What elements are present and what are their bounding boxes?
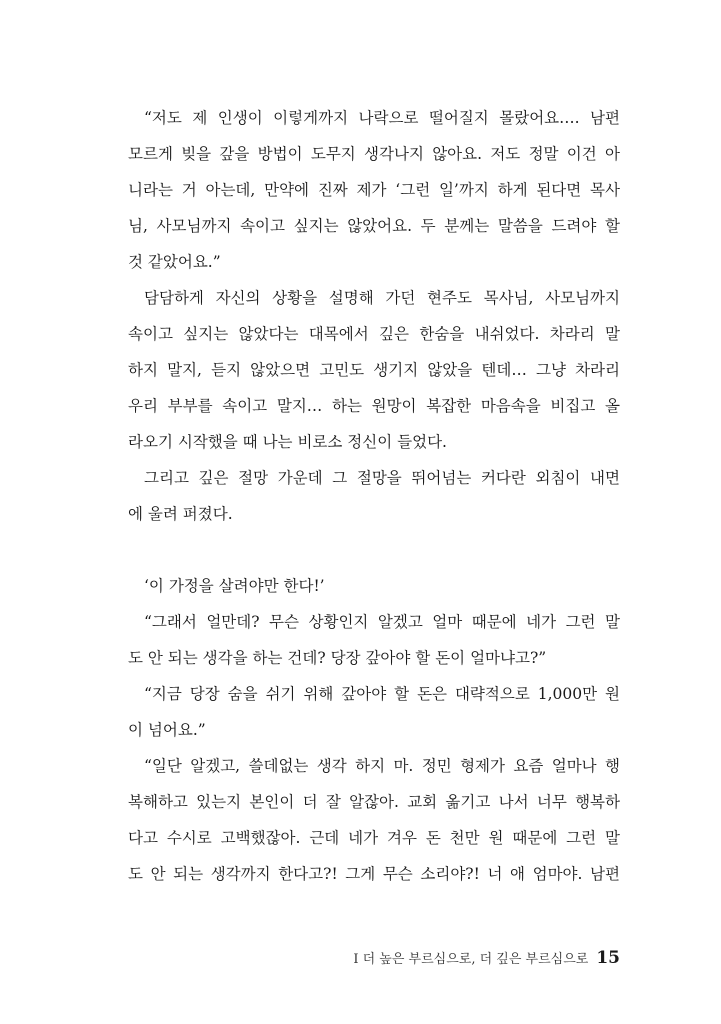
page-footer	[300, 944, 620, 972]
running-head: I 더 높은 부르심으로, 더 깊은 부르심으로	[353, 952, 589, 967]
text-line: 담담하게 자신의 상황을 설명해 가던 현주도 목사님, 사모님까지	[144, 289, 620, 307]
text-line: 님, 사모님까지 속이고 싶지는 않았어요. 두 분께는 말씀을 드려야 할	[128, 217, 620, 235]
text-line: 그리고 깊은 절망 가운데 그 절망을 뛰어넘는 커다란 외침이 내면	[144, 469, 620, 487]
text-line: 하지 말지, 듣지 않았으면 고민도 생기지 않았을 텐데… 그냥 차라리	[128, 361, 620, 379]
text-line: 것 같았어요.”	[128, 253, 221, 271]
text-line: “저도 제 인생이 이렇게까지 나락으로 떨어질지 몰랐어요…. 남편	[144, 109, 620, 127]
text-line: “지금 당장 숨을 쉬기 위해 갚아야 할 돈은 대략적으로 1,000만 원	[144, 685, 620, 703]
text-line: 에 울려 퍼졌다.	[128, 505, 233, 523]
text-line: 모르게 빚을 갚을 방법이 도무지 생각나지 않아요. 저도 정말 이건 아	[128, 145, 620, 163]
text-line: 라오기 시작했을 때 나는 비로소 정신이 들었다.	[128, 433, 447, 451]
text-line: 복해하고 있는지 본인이 더 잘 알잖아. 교회 옮기고 나서 너무 행복하	[128, 793, 620, 811]
text-line: 니라는 거 아는데, 만약에 진짜 제가 ‘그런 일’까지 하게 된다면 목사	[128, 181, 620, 199]
text-line: “그래서 얼만데? 무슨 상황인지 알겠고 얼마 때문에 네가 그런 말	[144, 613, 620, 631]
text-line: 속이고 싶지는 않았다는 대목에서 깊은 한숨을 내쉬었다. 차라리 말	[128, 325, 620, 343]
text-line: 도 안 되는 생각까지 한다고?! 그게 무슨 소리야?! 너 애 엄마야. 남편	[128, 865, 620, 883]
text-line: 이 넘어요.”	[128, 721, 206, 739]
text-line: 도 안 되는 생각을 하는 건데? 당장 갚아야 할 돈이 얼마냐고?”	[128, 649, 547, 667]
text-line: 다고 수시로 고백했잖아. 근데 네가 겨우 돈 천만 원 때문에 그런 말	[128, 829, 620, 847]
text-line: ‘이 가정을 살려야만 한다!’	[144, 577, 325, 595]
text-line	[128, 532, 620, 568]
text-line: 우리 부부를 속이고 말지… 하는 원망이 복잡한 마음속을 비집고 올	[128, 397, 620, 415]
text-line: “일단 알겠고, 쓸데없는 생각 하지 마. 정민 형제가 요즘 얼마나 행	[144, 757, 620, 775]
body-text	[128, 100, 620, 892]
page-number: 15	[596, 948, 620, 968]
